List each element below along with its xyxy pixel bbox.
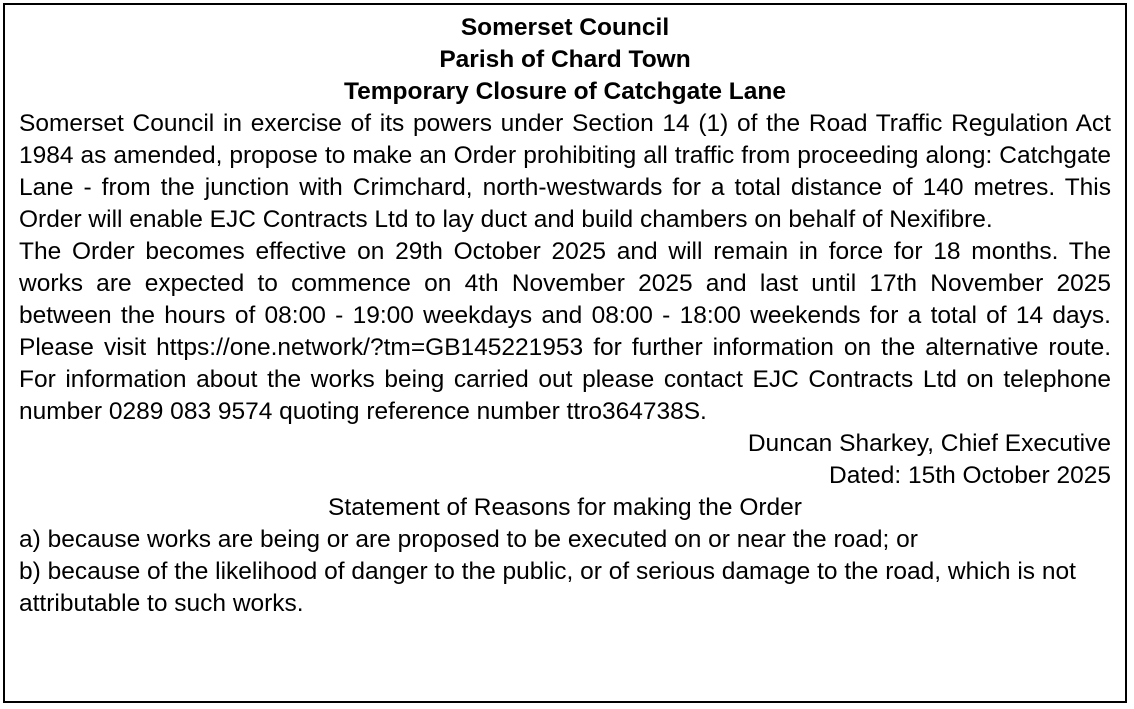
reason-a: a) because works are being or are proposed to be executed on or near the road; or	[19, 526, 918, 553]
date-line: Dated: 15th October 2025	[829, 462, 1111, 489]
council-name: Somerset Council	[460, 14, 670, 41]
reasons-heading: Statement of Reasons for making the Order	[328, 494, 802, 521]
signatory: Duncan Sharkey, Chief Executive	[747, 430, 1111, 457]
notice-title: Temporary Closure of Catchgate Lane	[343, 78, 786, 105]
parish-name: Parish of Chard Town	[439, 46, 691, 73]
reason-b: b) because of the likelihood of danger to the public, or of serious damage to the road, which is not attributable to such works.	[19, 558, 1076, 617]
order-paragraph: Somerset Council in exercise of its powers under Section 14 (1) of the Road Traffic Regulation Act 1984 as amended, propose to make an Order prohibiting all traffic from proceeding along: Catchgate Lane - from the junction with Crimchard, north-westwards for a total distance of 140 metres. This Order will enable EJC Contracts Ltd to lay duct and build chambers on behalf of Nexifibre.	[19, 110, 1111, 233]
details-paragraph: The Order becomes effective on 29th October 2025 and will remain in force for 18 months. The works are expected to commence on 4th November 2025 and last until 17th November 2025 between the hours of 08:00 - 19:00 weekdays and 08:00 - 18:00 weekends for a total of 14 days. Please visit https://one.network/?tm=GB145221953 for further information on the alternative route. For information about the works being carried out please contact EJC Contracts Ltd on telephone number 0289 083 9574 quoting reference number ttro364738S.	[19, 238, 1111, 425]
public-notice	[3, 3, 1127, 703]
